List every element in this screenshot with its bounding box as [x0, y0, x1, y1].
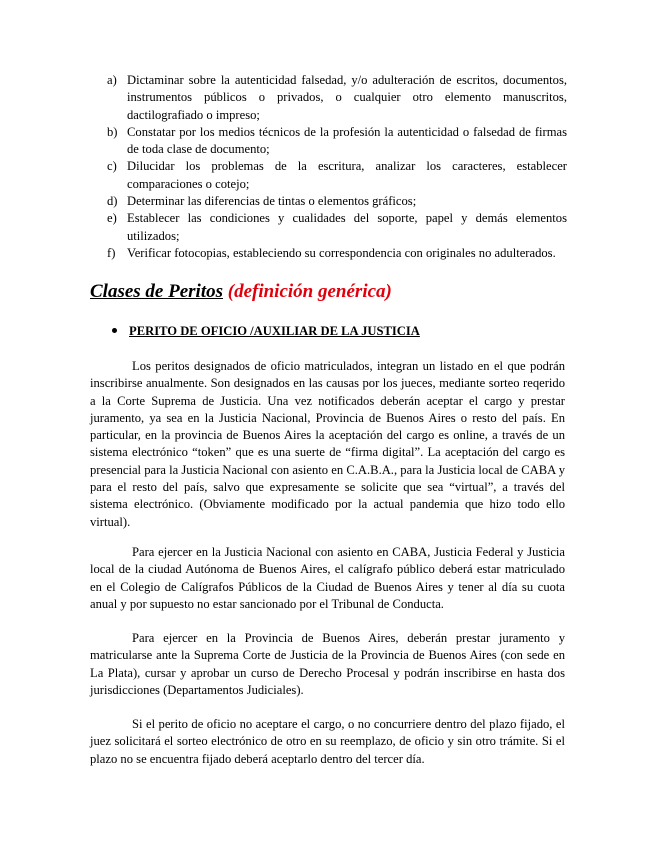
paragraph: Si el perito de oficio no aceptare el cargo, o no concurriere dentro del plazo fijado, el juez solicitará el sorteo electrónico de otro en su reemplazo, de oficio y sin otro trámite. Si el plazo no se encuentra fijado deberá aceptarlo dentro del tercer día.: [90, 717, 565, 766]
list-item: [107, 72, 567, 124]
list-item: [107, 124, 567, 159]
list-item: [107, 245, 567, 262]
paragraph: Para ejercer en la Provincia de Buenos Aires, deberán prestar juramento y matricularse ante la Suprema Corte de Justicia de la Provincia de Buenos Aires (con sede en La Plata), cursar y aprobar un curso de Derecho Procesal y podrán inscribirse en hasta dos jurisdicciones (Departamentos Judiciales).: [90, 631, 565, 697]
list-item: [107, 193, 567, 210]
list-marker: f): [107, 245, 116, 260]
subheading: [112, 323, 420, 340]
list-marker: c): [107, 159, 117, 174]
list-item-text: Determinar las diferencias de tintas o elementos gráficos;: [127, 194, 417, 209]
paragraph: Los peritos designados de oficio matriculados, integran un listado en el que podrán inscribirse anualmente. Son designados en las causas por los jueces, mediante sorteo reqerido a la Corte Suprema de Justicia. Una vez notificados deberán aceptar el cargo y prestar juramento, ya sea en la Justicia Nacional, Provincia de Buenos Aires o resto del país. En particular, en la provincia de Buenos Aires la aceptación del cargo es online, a través de un sistema electrónico “token” que es una suerte de “firma digital”. La aceptación del cargo es presencial para la Justicia Nacional con asiento en C.A.B.A., para la Justicia local de CABA y para el resto del país, salvo que expresamente se solicite que sea “virtual”, a través del sistema electrónico. (Obviamente modificado por la actual pandemia que hizo todo ello virtual).: [90, 359, 565, 529]
functions-list: [107, 72, 567, 262]
section-title: [90, 280, 392, 304]
list-marker: d): [107, 194, 118, 209]
section-title-main: Clases de Peritos: [90, 281, 223, 302]
list-item: [107, 210, 567, 245]
bullet-icon: [112, 328, 117, 333]
list-marker: a): [107, 73, 117, 87]
subheading-text: PERITO DE OFICIO /AUXILIAR DE LA JUSTICIA: [129, 324, 420, 338]
list-item-text: Establecer las condiciones y cualidades del soporte, papel y demás elementos utilizados;: [127, 211, 567, 243]
list-marker: b): [107, 124, 118, 139]
paragraph: Para ejercer en la Justicia Nacional con asiento en CABA, Justicia Federal y Justicia local de la ciudad Autónoma de Buenos Aires, el calígrafo público deberá estar matriculado en el Colegio de Calígrafos Públicos de la Ciudad de Buenos Aires y tener al día su cuota anual y por supuesto no estar sancionado por el Tribunal de Conducta.: [90, 545, 565, 611]
list-item-text: Dilucidar los problemas de la escritura, analizar los caracteres, establecer comparaciones o cotejo;: [127, 159, 567, 191]
list-item: [107, 158, 567, 193]
section-title-paren: (definición genérica): [227, 281, 392, 302]
list-item-text: Verificar fotocopias, estableciendo su correspondencia con originales no adulterados.: [127, 245, 556, 260]
list-item-text: Constatar por los medios técnicos de la profesión la autenticidad o falsedad de firmas de toda clase de documento;: [127, 124, 567, 157]
list-item-text: Dictaminar sobre la autenticidad falsedad, y/o adulteración de escritos, documentos, instrumentos públicos o privados, o cualquier otro elemento manuscritos, dactilografiado o impreso;: [127, 73, 567, 122]
list-marker: e): [107, 211, 117, 226]
